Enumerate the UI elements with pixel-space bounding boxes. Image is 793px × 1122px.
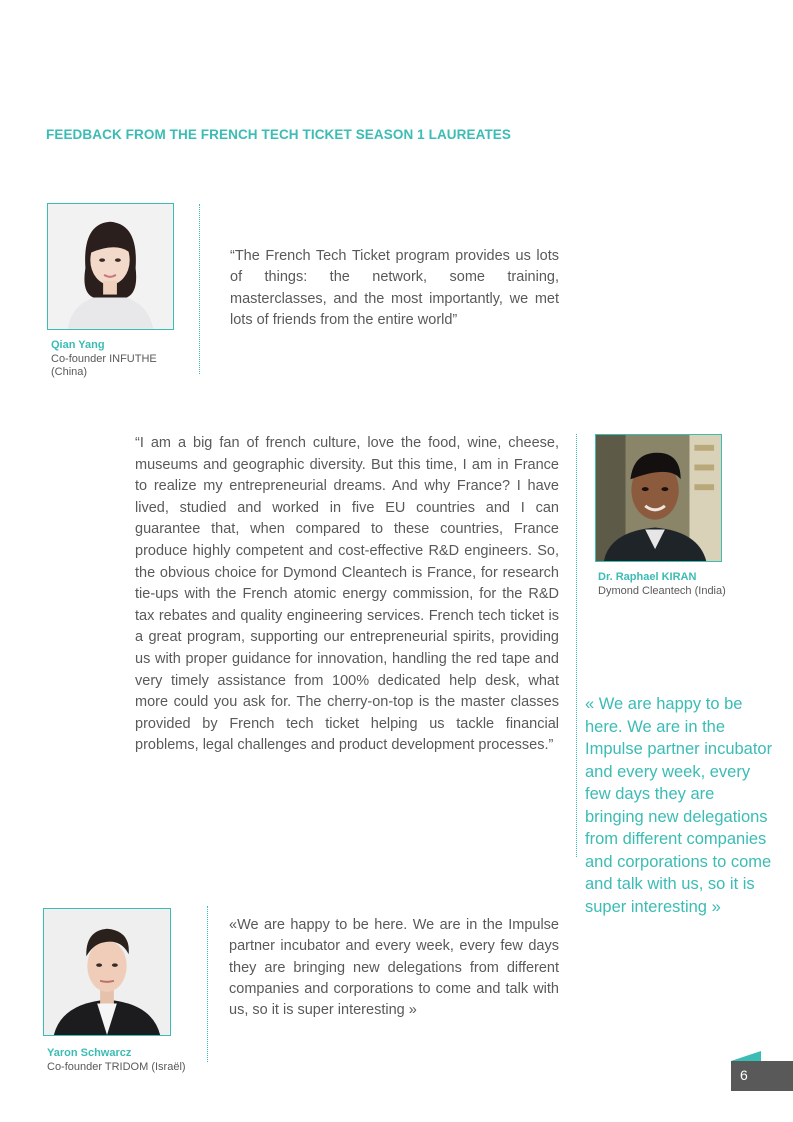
yaron-schwarcz-quote: «We are happy to be here. We are in the Impulse partner incubator and every week, every few days they are bringing new delegations from different companies and corporations to come and talk with us, so it is super interesting » xyxy=(229,917,559,1019)
page-number: 6 xyxy=(731,1061,793,1091)
divider-line xyxy=(199,204,200,374)
divider-line xyxy=(207,906,208,1062)
page-tab-decoration xyxy=(731,1051,761,1061)
qian-yang-photo xyxy=(47,203,174,330)
qian-yang-country: (China) xyxy=(51,366,88,378)
yaron-schwarcz-role: Co-founder TRIDOM (Israël) xyxy=(47,1061,186,1073)
yaron-schwarcz-photo xyxy=(43,908,171,1036)
qian-yang-name: Qian Yang xyxy=(51,339,105,351)
raphael-kiran-photo xyxy=(595,434,722,562)
qian-yang-role: Co-founder INFUTHE xyxy=(51,353,157,365)
pull-quote: « We are happy to be here. We are in the Impulse partner incubator and every week, every few days they are bringing new delegations from different companies and corporations to come and talk with us, so it is super interesting » xyxy=(585,695,773,916)
qian-yang-quote: “The French Tech Ticket program provides us lots of things: the network, some training, masterclasses, and the most importantly, we met lots of friends from the entire world” xyxy=(230,248,559,328)
raphael-kiran-role: Dymond Cleantech (India) xyxy=(598,585,726,597)
yaron-schwarcz-name: Yaron Schwarcz xyxy=(47,1047,132,1059)
raphael-kiran-name: Dr. Raphael KIRAN xyxy=(598,571,697,583)
page-title: FEEDBACK FROM THE FRENCH TECH TICKET SEASON 1 LAUREATES xyxy=(46,127,512,142)
divider-line xyxy=(576,434,577,857)
raphael-kiran-quote: “I am a big fan of french culture, love the food, wine, cheese, museums and geographic diversity. But this time, I am in France to realize my entrepreneurial dreams. And why France? I have lived, studied and worked in five EU countries and I can guarantee that, when compared to these countries, France produce highly competent and cost-effective R&D engineers. So, the obvious choice for Dymond Cleantech is France, for research tie-ups with the French atomic energy commission, for the R&D tax rebates and quality engineering services. French tech ticket is a great program, supporting our entrepreneurial spirits, providing us with proper guidance for innovation, handling the red tape and very timely assistance from 100% dedicated help desk, what more could you ask for. The cherry-on-top is the master classes provided by French tech ticket helping us tackle financial problems, legal challenges and product development processes.” xyxy=(135,435,559,754)
